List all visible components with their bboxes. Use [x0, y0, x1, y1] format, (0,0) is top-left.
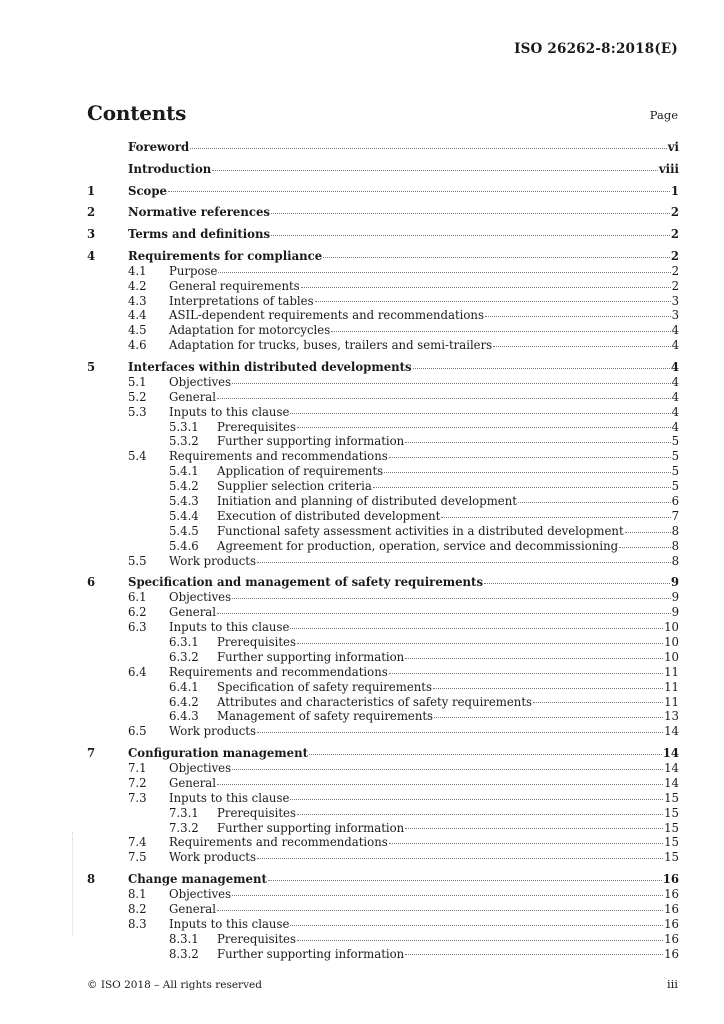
toc-entry[interactable] — [87, 360, 679, 375]
dot-leader — [619, 546, 670, 548]
toc-entry-title: Adaptation for motorcycles — [169, 323, 331, 338]
dot-leader — [518, 501, 671, 503]
toc-entry-number: 6.4 — [128, 664, 147, 679]
toc-entry-page: 11 — [664, 694, 679, 709]
dot-leader — [297, 939, 663, 941]
toc-entry-number: 6 — [87, 575, 96, 590]
page-title: Contents — [87, 101, 187, 125]
toc-entry-number: 6.3.2 — [169, 649, 199, 664]
toc-entry-title: Inputs to this clause — [169, 790, 290, 805]
toc-entry[interactable] — [87, 405, 679, 420]
dot-leader — [217, 783, 663, 785]
toc-entry[interactable] — [87, 479, 679, 494]
dot-leader — [232, 597, 670, 599]
toc-entry-title: Inputs to this clause — [169, 404, 290, 419]
toc-entry[interactable] — [87, 665, 679, 680]
toc-entry[interactable] — [87, 709, 679, 724]
toc-entry[interactable] — [87, 375, 679, 390]
toc-entry[interactable] — [87, 434, 679, 449]
toc-entry-page: 3 — [671, 308, 679, 323]
toc-entry-number: 6.4.2 — [169, 694, 199, 709]
toc-entry-title: Initiation and planning of distributed development — [217, 494, 517, 509]
toc-entry-page: 14 — [664, 775, 679, 790]
dot-leader — [217, 397, 671, 399]
dot-leader — [413, 367, 670, 369]
toc-entry-page: 5 — [671, 449, 679, 464]
toc-entry[interactable] — [87, 806, 679, 821]
toc-entry-page: 2 — [670, 248, 679, 263]
toc-entry-title: Attributes and characteristics of safety requirements — [217, 694, 533, 709]
toc-entry-number: 5.1 — [128, 374, 147, 389]
toc-entry-number: 5.4 — [128, 449, 147, 464]
toc-entry[interactable] — [87, 464, 679, 479]
toc-entry-title: Prerequisites — [217, 634, 296, 649]
toc-entry-page: 11 — [664, 664, 679, 679]
toc-entry-page: 16 — [664, 946, 679, 961]
toc-entry-page: 4 — [670, 360, 679, 375]
toc-entry[interactable] — [87, 791, 679, 806]
toc-entry-number: 5.3 — [128, 404, 147, 419]
toc-entry-number: 5 — [87, 360, 96, 375]
toc-entry[interactable] — [87, 695, 679, 710]
standard-identifier: ISO 26262-8:2018(E) — [514, 41, 678, 57]
toc-entry-number: 8 — [87, 872, 96, 887]
toc-entry-number: 6.3 — [128, 620, 147, 635]
toc-entry-page: 5 — [671, 479, 679, 494]
toc-entry[interactable] — [87, 249, 679, 264]
toc-entry-title: Specification of safety requirements — [217, 679, 432, 694]
dot-leader — [384, 471, 670, 473]
dot-leader — [190, 147, 667, 149]
dot-leader — [433, 687, 663, 689]
toc-entry-title: Scope — [128, 183, 167, 198]
toc-entry-page: 16 — [664, 931, 679, 946]
toc-entry-page: 16 — [664, 886, 679, 901]
toc-entry[interactable] — [87, 539, 679, 554]
dot-leader — [441, 516, 670, 518]
toc-entry-number: 8.3.1 — [169, 931, 199, 946]
toc-entry-page: 14 — [664, 760, 679, 775]
dot-leader — [405, 441, 670, 443]
toc-entry-page: 16 — [664, 901, 679, 916]
toc-entry-page: 8 — [671, 553, 679, 568]
dot-leader — [290, 412, 670, 414]
toc-entry-page: 8 — [671, 523, 679, 538]
toc-entry-title: General — [169, 901, 216, 916]
toc-entry-page: 9 — [671, 590, 679, 605]
toc-entry-title: Supplier selection criteria — [217, 479, 372, 494]
toc-entry-number: 8.1 — [128, 886, 147, 901]
toc-entry[interactable] — [87, 554, 679, 569]
toc-entry[interactable] — [87, 902, 679, 917]
toc-entry[interactable] — [87, 494, 679, 509]
toc-entry-page: 7 — [671, 508, 679, 523]
toc-entry-number: 4.5 — [128, 323, 147, 338]
toc-entry-number: 4.6 — [128, 338, 147, 353]
toc-entry-title: Foreword — [128, 140, 190, 154]
toc-entry-number: 5.4.3 — [169, 494, 199, 509]
toc-entry-number: 7.3.2 — [169, 820, 199, 835]
dot-leader — [271, 234, 670, 236]
toc-entry-page: 16 — [662, 872, 679, 887]
toc-entry[interactable] — [87, 746, 679, 761]
table-of-contents — [87, 140, 679, 961]
dot-leader — [271, 212, 670, 214]
dot-leader — [323, 256, 670, 258]
dot-leader — [232, 894, 663, 896]
toc-entry-number: 8.3 — [128, 916, 147, 931]
dot-leader — [484, 582, 670, 584]
toc-entry-number: 4.2 — [128, 278, 147, 293]
toc-entry[interactable] — [87, 420, 679, 435]
toc-entry[interactable] — [87, 279, 679, 294]
toc-entry[interactable] — [87, 850, 679, 865]
toc-entry[interactable] — [87, 140, 679, 155]
toc-entry-number: 3 — [87, 227, 96, 242]
toc-entry-page: 15 — [664, 850, 679, 865]
toc-entry-title: Prerequisites — [217, 805, 296, 820]
toc-entry-title: Work products — [169, 850, 256, 865]
toc-entry-page: 15 — [664, 790, 679, 805]
toc-entry-title: Objectives — [169, 760, 232, 775]
toc-entry[interactable] — [87, 761, 679, 776]
dot-leader — [405, 827, 663, 829]
dot-leader — [217, 909, 663, 911]
toc-entry-number: 4.1 — [128, 263, 147, 278]
toc-entry-page: 4 — [671, 389, 679, 404]
toc-entry-title: Functional safety assessment activities in a distributed development — [217, 523, 624, 538]
toc-entry[interactable] — [87, 724, 679, 739]
toc-entry-number: 6.4.1 — [169, 679, 199, 694]
toc-entry-page: 15 — [664, 805, 679, 820]
toc-entry-number: 7.2 — [128, 775, 147, 790]
toc-entry-page: 3 — [671, 293, 679, 308]
dot-leader — [268, 879, 662, 881]
toc-entry-title: Management of safety requirements — [217, 709, 434, 724]
toc-entry-page: 2 — [671, 263, 679, 278]
toc-entry-page: 16 — [664, 916, 679, 931]
toc-entry-page: 5 — [671, 464, 679, 479]
toc-entry[interactable] — [87, 887, 679, 902]
toc-entry-title: Application of requirements — [217, 464, 384, 479]
toc-entry-page: 9 — [670, 575, 679, 590]
toc-entry-number: 5.4.5 — [169, 523, 199, 538]
toc-entry-page: 10 — [664, 649, 679, 664]
toc-entry-title: General — [169, 775, 216, 790]
footer-page-number: iii — [666, 977, 678, 991]
toc-entry-number: 7.1 — [128, 760, 147, 775]
dot-leader — [373, 486, 671, 488]
toc-entry-title: General requirements — [169, 278, 300, 293]
toc-entry-page: 4 — [671, 374, 679, 389]
toc-entry-page: 4 — [671, 323, 679, 338]
toc-entry-title: Requirements and recommendations — [169, 664, 388, 679]
toc-entry-page: 15 — [664, 835, 679, 850]
toc-entry[interactable] — [87, 680, 679, 695]
toc-entry-number: 7.5 — [128, 850, 147, 865]
dot-leader — [493, 345, 670, 347]
toc-entry[interactable] — [87, 308, 679, 323]
toc-entry[interactable] — [87, 184, 679, 199]
toc-entry-title: Further supporting information — [217, 434, 405, 449]
toc-entry-number: 6.2 — [128, 605, 147, 620]
toc-entry[interactable] — [87, 162, 679, 177]
toc-entry-number: 7.3 — [128, 790, 147, 805]
toc-entry-title: Further supporting information — [217, 820, 405, 835]
toc-entry[interactable] — [87, 524, 679, 539]
dot-leader — [218, 271, 670, 273]
toc-entry[interactable] — [87, 390, 679, 405]
dot-leader — [257, 857, 663, 859]
dot-leader — [315, 300, 671, 302]
dot-leader — [232, 382, 670, 384]
toc-entry-title: Work products — [169, 553, 256, 568]
toc-entry-number: 7.4 — [128, 835, 147, 850]
dot-leader — [297, 426, 671, 428]
toc-entry-number: 7.3.1 — [169, 805, 199, 820]
toc-entry-title: Change management — [128, 872, 267, 887]
dot-leader — [434, 716, 663, 718]
dot-leader — [257, 731, 663, 733]
toc-entry-title: Purpose — [169, 263, 218, 278]
toc-entry-page: 1 — [670, 183, 679, 198]
toc-entry[interactable] — [87, 835, 679, 850]
dot-leader — [217, 612, 671, 614]
dot-leader — [309, 753, 662, 755]
toc-entry-title: Inputs to this clause — [169, 916, 290, 931]
dot-leader — [290, 798, 663, 800]
toc-entry-title: Requirements for compliance — [128, 248, 323, 263]
dot-leader — [212, 169, 658, 171]
toc-entry-page: 8 — [671, 538, 679, 553]
toc-entry-page: 14 — [662, 746, 679, 761]
toc-entry-page: 11 — [664, 679, 679, 694]
toc-entry-title: Agreement for production, operation, service and decommissioning — [217, 538, 619, 553]
toc-entry[interactable] — [87, 449, 679, 464]
toc-entry[interactable] — [87, 620, 679, 635]
toc-entry-page: 10 — [664, 620, 679, 635]
dot-leader — [389, 456, 671, 458]
dot-leader — [257, 561, 671, 563]
toc-entry-title: Adaptation for trucks, buses, trailers and semi-trailers — [169, 338, 493, 353]
toc-entry-page: 4 — [671, 338, 679, 353]
toc-entry-title: Objectives — [169, 590, 232, 605]
dot-leader — [301, 286, 671, 288]
toc-entry-title: Requirements and recommendations — [169, 835, 388, 850]
toc-entry-title: Prerequisites — [217, 419, 296, 434]
toc-entry[interactable] — [87, 205, 679, 220]
toc-entry[interactable] — [87, 605, 679, 620]
dot-leader — [405, 657, 663, 659]
toc-entry-page: 6 — [671, 494, 679, 509]
toc-entry-number: 6.5 — [128, 724, 147, 739]
toc-entry[interactable] — [87, 227, 679, 242]
toc-entry-page: 10 — [664, 634, 679, 649]
toc-entry-number: 6.3.1 — [169, 634, 199, 649]
toc-entry-page: 15 — [664, 820, 679, 835]
toc-entry-title: Requirements and recommendations — [169, 449, 388, 464]
toc-entry-number: 7 — [87, 746, 96, 761]
dot-leader — [331, 330, 670, 332]
toc-entry-page: 4 — [671, 419, 679, 434]
toc-entry-title: General — [169, 389, 216, 404]
toc-entry-title: Further supporting information — [217, 649, 405, 664]
toc-entry-title: Further supporting information — [217, 946, 405, 961]
dot-leader — [232, 768, 663, 770]
dot-leader — [290, 627, 663, 629]
toc-entry-number: 5.4.6 — [169, 538, 199, 553]
copyright-notice: © ISO 2018 – All rights reserved — [87, 979, 262, 991]
dot-leader — [485, 315, 671, 317]
dot-leader — [168, 190, 670, 192]
toc-entry-number: 6.1 — [128, 590, 147, 605]
toc-entry[interactable] — [87, 323, 679, 338]
toc-entry-title: Execution of distributed development — [217, 508, 441, 523]
toc-entry-title: Objectives — [169, 374, 232, 389]
toc-entry-page: 2 — [670, 205, 679, 220]
toc-entry-page: 5 — [671, 434, 679, 449]
toc-entry-number: 5.5 — [128, 553, 147, 568]
toc-entry[interactable] — [87, 776, 679, 791]
toc-entry-title: Inputs to this clause — [169, 620, 290, 635]
toc-entry-title: Objectives — [169, 886, 232, 901]
page-column-label: Page — [649, 108, 678, 122]
toc-entry-title: Introduction — [128, 161, 212, 176]
toc-entry-number: 5.3.1 — [169, 419, 199, 434]
toc-entry-page: 9 — [671, 605, 679, 620]
toc-entry-title: Configuration management — [128, 746, 309, 761]
toc-entry-page: 13 — [664, 709, 679, 724]
dot-leader — [297, 813, 663, 815]
toc-entry-page: 4 — [671, 404, 679, 419]
dot-leader — [533, 701, 663, 703]
toc-entry[interactable] — [87, 264, 679, 279]
dot-leader — [290, 924, 663, 926]
dot-leader — [405, 953, 663, 955]
toc-entry-number: 6.4.3 — [169, 709, 199, 724]
toc-entry-title: Interpretations of tables — [169, 293, 314, 308]
toc-entry[interactable] — [87, 294, 679, 309]
toc-entry-number: 5.3.2 — [169, 434, 199, 449]
toc-entry[interactable] — [87, 872, 679, 887]
toc-entry-number: 1 — [87, 183, 96, 198]
toc-entry[interactable] — [87, 575, 679, 590]
toc-entry-page: 2 — [671, 278, 679, 293]
toc-entry[interactable] — [87, 635, 679, 650]
toc-entry[interactable] — [87, 590, 679, 605]
toc-entry-title: Normative references — [128, 205, 270, 220]
toc-entry-title: ASIL-dependent requirements and recommendations — [169, 308, 484, 323]
toc-entry-number: 5.4.2 — [169, 479, 199, 494]
toc-entry-number: 5.4.4 — [169, 508, 199, 523]
toc-entry-title: Work products — [169, 724, 256, 739]
toc-entry[interactable] — [87, 509, 679, 524]
toc-entry-title: Prerequisites — [217, 931, 296, 946]
toc-entry-page: vi — [667, 140, 679, 154]
toc-entry-number: 4.4 — [128, 308, 147, 323]
toc-entry-title: Terms and definitions — [128, 227, 271, 242]
margin-watermark — [72, 832, 83, 936]
toc-entry[interactable] — [87, 650, 679, 665]
toc-entry-page: viii — [658, 161, 679, 176]
toc-entry-number: 2 — [87, 205, 96, 220]
toc-entry-title: General — [169, 605, 216, 620]
toc-entry[interactable] — [87, 821, 679, 836]
toc-entry[interactable] — [87, 917, 679, 932]
toc-entry-title: Interfaces within distributed developments — [128, 360, 412, 375]
toc-entry[interactable] — [87, 932, 679, 947]
dot-leader — [625, 531, 671, 533]
toc-entry-number: 4 — [87, 248, 96, 263]
toc-entry[interactable] — [87, 338, 679, 353]
dot-leader — [297, 642, 663, 644]
dot-leader — [389, 842, 663, 844]
toc-entry-number: 5.2 — [128, 389, 147, 404]
toc-entry-number: 4.3 — [128, 293, 147, 308]
toc-entry-page: 14 — [664, 724, 679, 739]
toc-entry-number: 8.2 — [128, 901, 147, 916]
toc-entry[interactable] — [87, 947, 679, 962]
toc-entry-number: 5.4.1 — [169, 464, 199, 479]
toc-entry-title: Specification and management of safety requirements — [128, 575, 484, 590]
dot-leader — [389, 672, 663, 674]
toc-entry-page: 2 — [670, 227, 679, 242]
toc-entry-number: 8.3.2 — [169, 946, 199, 961]
